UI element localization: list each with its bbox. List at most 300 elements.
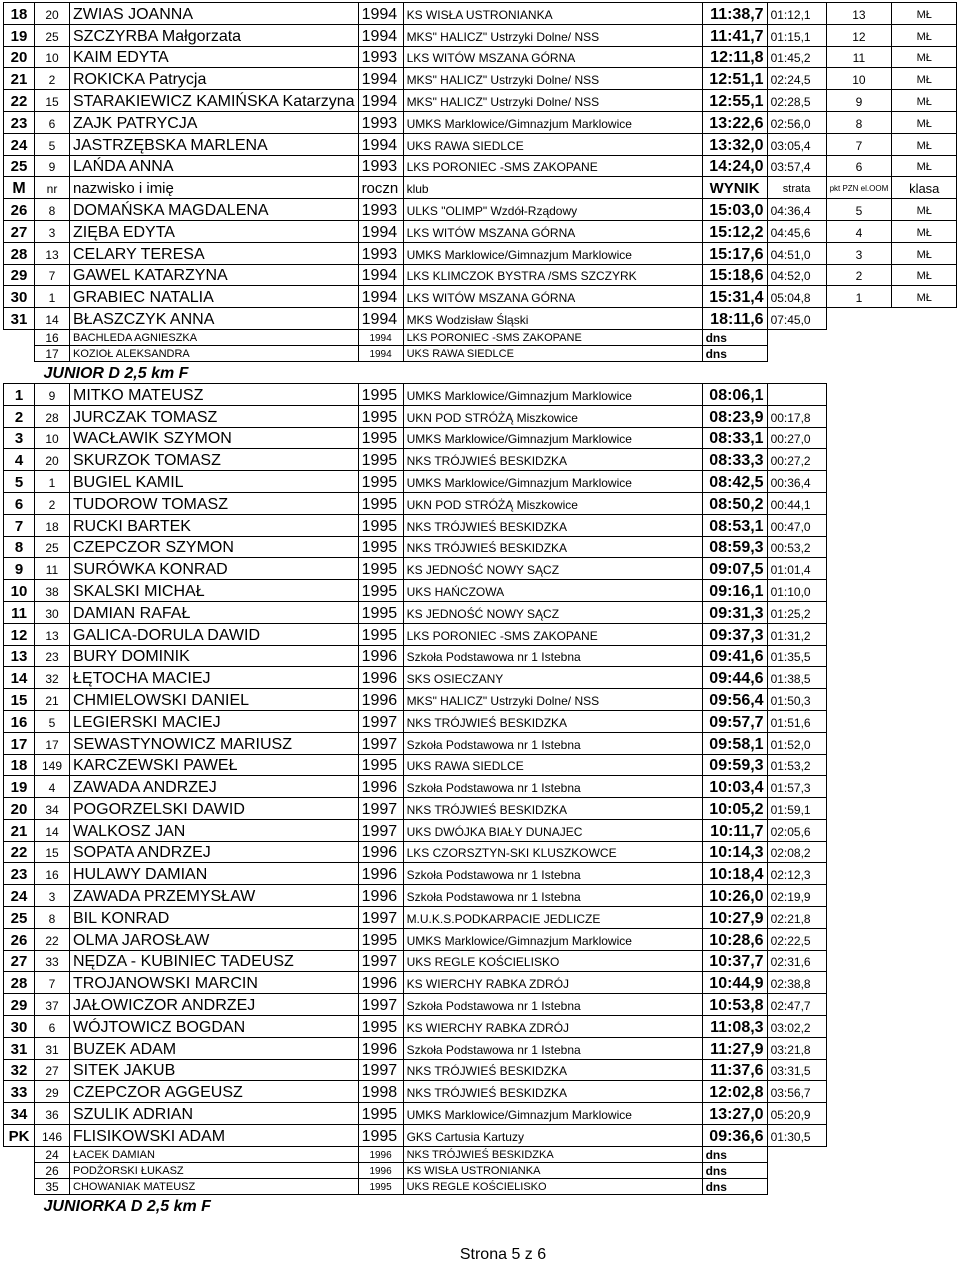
cell-points: 5 <box>826 199 892 221</box>
cell-place: 3 <box>4 427 35 449</box>
cell-place: M <box>4 177 35 199</box>
cell-gap: 01:38,5 <box>767 667 826 689</box>
cell-points <box>826 689 892 711</box>
cell-class: MŁ <box>892 264 957 286</box>
cell-year: 1994 <box>358 68 403 90</box>
cell-place: 7 <box>4 514 35 536</box>
cell-result: 08:23,9 <box>702 405 767 427</box>
cell-club: KS WISŁA USTRONIANKA <box>403 1162 702 1178</box>
cell-year: 1995 <box>358 1178 403 1194</box>
cell-class <box>892 405 957 427</box>
page-footer <box>0 1246 960 1264</box>
cell-points <box>826 427 892 449</box>
cell-gap: 02:12,3 <box>767 863 826 885</box>
cell-points <box>826 863 892 885</box>
cell-points <box>826 907 892 929</box>
cell-bib: 10 <box>35 427 70 449</box>
cell-name: PODŻORSKI ŁUKASZ <box>70 1162 359 1178</box>
cell-bib: 10 <box>35 46 70 68</box>
section-title: JUNIORKA D 2,5 km F <box>43 1197 211 1215</box>
cell-place <box>4 329 35 345</box>
cell-class <box>892 308 957 330</box>
table-row <box>4 286 957 308</box>
cell-points: 6 <box>826 155 892 177</box>
cell-club: Szkoła Podstawowa nr 1 Istebna <box>403 885 702 907</box>
cell-result: 11:41,7 <box>702 24 767 46</box>
cell-gap <box>767 383 826 405</box>
cell-name: WACŁAWIK SZYMON <box>70 427 359 449</box>
cell-place: 4 <box>4 449 35 471</box>
cell-place: 24 <box>4 133 35 155</box>
cell-bib: 22 <box>35 928 70 950</box>
cell-year: 1997 <box>358 994 403 1016</box>
cell-result: dns <box>702 345 767 361</box>
cell-points <box>826 471 892 493</box>
cell-class <box>892 972 957 994</box>
cell-year: 1995 <box>358 623 403 645</box>
cell-gap: 00:17,8 <box>767 405 826 427</box>
cell-gap: 03:57,4 <box>767 155 826 177</box>
cell-place: 1 <box>4 383 35 405</box>
cell-result: 09:58,1 <box>702 732 767 754</box>
cell-name: SZCZYRBA Małgorzata <box>70 24 359 46</box>
table-row <box>4 449 957 471</box>
cell-class <box>892 994 957 1016</box>
cell-points <box>826 885 892 907</box>
cell-points <box>826 841 892 863</box>
cell-result: 09:31,3 <box>702 601 767 623</box>
table-row <box>4 514 957 536</box>
cell-points: 1 <box>826 286 892 308</box>
cell-gap <box>767 1162 826 1178</box>
cell-place: 34 <box>4 1103 35 1125</box>
table-row <box>4 308 957 330</box>
cell-result: 11:38,7 <box>702 3 767 25</box>
cell-points: 11 <box>826 46 892 68</box>
cell-club: Szkoła Podstawowa nr 1 Istebna <box>403 732 702 754</box>
cell-place: 21 <box>4 68 35 90</box>
cell-club: NKS TRÓJWIEŚ BESKIDZKA <box>403 1059 702 1081</box>
cell-bib: 9 <box>35 383 70 405</box>
cell-bib: 13 <box>35 242 70 264</box>
cell-gap: 07:45,0 <box>767 308 826 330</box>
cell-result: 08:06,1 <box>702 383 767 405</box>
cell-name: ROKICKA Patrycja <box>70 68 359 90</box>
table-row <box>4 471 957 493</box>
table-row <box>4 1059 957 1081</box>
table-row <box>4 667 957 689</box>
cell-gap: 01:57,3 <box>767 776 826 798</box>
cell-club: UKN POD STRÓŻĄ Miszkowice <box>403 405 702 427</box>
cell-class <box>892 950 957 972</box>
cell-place <box>4 1146 35 1162</box>
table-row <box>4 68 957 90</box>
cell-place: 9 <box>4 558 35 580</box>
cell-result: 08:42,5 <box>702 471 767 493</box>
cell-points <box>826 776 892 798</box>
cell-place: 21 <box>4 819 35 841</box>
cell-bib: 7 <box>35 972 70 994</box>
table-row <box>4 427 957 449</box>
cell-club: UKS RAWA SIEDLCE <box>403 133 702 155</box>
cell-points <box>826 492 892 514</box>
cell-gap: 01:10,0 <box>767 580 826 602</box>
cell-gap: 02:22,5 <box>767 928 826 950</box>
cell-points <box>826 623 892 645</box>
cell-result: 13:32,0 <box>702 133 767 155</box>
cell-result: 10:27,9 <box>702 907 767 929</box>
cell-class <box>892 667 957 689</box>
table-row <box>4 819 957 841</box>
cell-place: 26 <box>4 199 35 221</box>
cell-gap: 00:44,1 <box>767 492 826 514</box>
cell-class: MŁ <box>892 3 957 25</box>
cell-club: NKS TRÓJWIEŚ BESKIDZKA <box>403 710 702 732</box>
cell-year: 1995 <box>358 601 403 623</box>
cell-bib: 16 <box>35 329 70 345</box>
table-row <box>4 732 957 754</box>
table-row <box>4 645 957 667</box>
cell-points <box>826 1103 892 1125</box>
table-row <box>4 155 957 177</box>
cell-points: 9 <box>826 90 892 112</box>
cell-bib: 17 <box>35 345 70 361</box>
table-row <box>4 841 957 863</box>
cell-name: RUCKI BARTEK <box>70 514 359 536</box>
cell-name: CHMIELOWSKI DANIEL <box>70 689 359 711</box>
cell-bib: 8 <box>35 907 70 929</box>
cell-year: 1994 <box>358 308 403 330</box>
cell-result: 10:18,4 <box>702 863 767 885</box>
cell-result: 10:28,6 <box>702 928 767 950</box>
cell-result: 15:31,4 <box>702 286 767 308</box>
table-row <box>4 994 957 1016</box>
cell-place: 19 <box>4 24 35 46</box>
cell-club: LKS CZORSZTYN-SKI KLUSZKOWCE <box>403 841 702 863</box>
cell-place: 2 <box>4 405 35 427</box>
cell-gap: 03:02,2 <box>767 1016 826 1038</box>
cell-class: MŁ <box>892 90 957 112</box>
cell-gap: 01:50,3 <box>767 689 826 711</box>
cell-points <box>826 536 892 558</box>
table-row <box>4 1125 957 1147</box>
dns-row <box>4 1146 957 1162</box>
cell-name: JASTRZĘBSKA MARLENA <box>70 133 359 155</box>
cell-points <box>826 329 892 345</box>
cell-name: ZIĘBA EDYTA <box>70 220 359 242</box>
cell-result: 10:37,7 <box>702 950 767 972</box>
table-row <box>4 689 957 711</box>
cell-class <box>892 514 957 536</box>
cell-year: 1995 <box>358 1125 403 1147</box>
cell-class <box>892 492 957 514</box>
cell-year: 1997 <box>358 710 403 732</box>
cell-year: 1993 <box>358 242 403 264</box>
cell-year: 1996 <box>358 667 403 689</box>
cell-bib: 37 <box>35 994 70 1016</box>
cell-club: LKS WITÓW MSZANA GÓRNA <box>403 220 702 242</box>
cell-class <box>892 885 957 907</box>
cell-result: 10:11,7 <box>702 819 767 841</box>
cell-club: MKS" HALICZ" Ustrzyki Dolne/ NSS <box>403 90 702 112</box>
cell-points <box>826 798 892 820</box>
table-row <box>4 928 957 950</box>
cell-place: 29 <box>4 994 35 1016</box>
cell-club: UMKS Marklowice/Gimnazjum Marklowice <box>403 1103 702 1125</box>
dns-row <box>4 1178 957 1194</box>
cell-class <box>892 383 957 405</box>
cell-year: 1996 <box>358 776 403 798</box>
cell-place: 15 <box>4 689 35 711</box>
cell-year: 1997 <box>358 1059 403 1081</box>
cell-place: 18 <box>4 754 35 776</box>
cell-class <box>892 863 957 885</box>
cell-place: 26 <box>4 928 35 950</box>
cell-place: 5 <box>4 471 35 493</box>
cell-club: UKS REGLE KOŚCIELISKO <box>403 950 702 972</box>
cell-class: MŁ <box>892 155 957 177</box>
cell-class <box>892 558 957 580</box>
cell-result: 10:05,2 <box>702 798 767 820</box>
cell-result: 09:16,1 <box>702 580 767 602</box>
cell-result: 13:22,6 <box>702 111 767 133</box>
cell-bib: 3 <box>35 885 70 907</box>
table-row <box>4 972 957 994</box>
cell-points <box>826 308 892 330</box>
cell-class: MŁ <box>892 286 957 308</box>
cell-bib: 28 <box>35 405 70 427</box>
cell-bib: 20 <box>35 3 70 25</box>
cell-result: 10:26,0 <box>702 885 767 907</box>
table-row <box>4 24 957 46</box>
cell-bib: 14 <box>35 819 70 841</box>
cell-result: 09:57,7 <box>702 710 767 732</box>
cell-name: nazwisko i imię <box>70 177 359 199</box>
cell-result: dns <box>702 1178 767 1194</box>
cell-class: MŁ <box>892 133 957 155</box>
cell-name: NĘDZA - KUBINIEC TADEUSZ <box>70 950 359 972</box>
cell-year: 1995 <box>358 558 403 580</box>
cell-place: 12 <box>4 623 35 645</box>
cell-club: NKS TRÓJWIEŚ BESKIDZKA <box>403 1081 702 1103</box>
table-row <box>4 90 957 112</box>
cell-bib: 1 <box>35 471 70 493</box>
cell-class <box>892 623 957 645</box>
section-heading <box>4 361 957 383</box>
cell-year: 1994 <box>358 90 403 112</box>
cell-bib: 25 <box>35 24 70 46</box>
cell-gap <box>767 1178 826 1194</box>
cell-year: 1995 <box>358 1103 403 1125</box>
cell-result: 10:44,9 <box>702 972 767 994</box>
cell-result: 12:02,8 <box>702 1081 767 1103</box>
cell-gap: 03:21,8 <box>767 1037 826 1059</box>
cell-class: klasa <box>892 177 957 199</box>
cell-gap: 02:08,2 <box>767 841 826 863</box>
cell-name: CHOWANIAK MATEUSZ <box>70 1178 359 1194</box>
cell-gap: 02:31,6 <box>767 950 826 972</box>
cell-bib: 31 <box>35 1037 70 1059</box>
cell-year: 1997 <box>358 907 403 929</box>
cell-bib: 9 <box>35 155 70 177</box>
cell-place: 28 <box>4 242 35 264</box>
cell-bib: 146 <box>35 1125 70 1147</box>
table-row <box>4 1081 957 1103</box>
cell-place: 24 <box>4 885 35 907</box>
cell-bib: 149 <box>35 754 70 776</box>
cell-place <box>4 1178 35 1194</box>
cell-year: 1993 <box>358 46 403 68</box>
cell-club: LKS WITÓW MSZANA GÓRNA <box>403 286 702 308</box>
cell-bib: 29 <box>35 1081 70 1103</box>
cell-bib: 7 <box>35 264 70 286</box>
cell-year: 1993 <box>358 199 403 221</box>
cell-class <box>892 580 957 602</box>
cell-gap: 00:27,0 <box>767 427 826 449</box>
cell-class <box>892 471 957 493</box>
cell-club: Szkoła Podstawowa nr 1 Istebna <box>403 1037 702 1059</box>
cell-points <box>826 383 892 405</box>
cell-gap: 02:21,8 <box>767 907 826 929</box>
cell-result: 11:08,3 <box>702 1016 767 1038</box>
cell-year: 1996 <box>358 1162 403 1178</box>
cell-year: 1995 <box>358 449 403 471</box>
cell-name: SEWASTYNOWICZ MARIUSZ <box>70 732 359 754</box>
cell-class: MŁ <box>892 220 957 242</box>
cell-club: UKS DWÓJKA BIAŁY DUNAJEC <box>403 819 702 841</box>
cell-bib: 33 <box>35 950 70 972</box>
cell-result: 11:27,9 <box>702 1037 767 1059</box>
cell-place: 29 <box>4 264 35 286</box>
cell-year: 1995 <box>358 754 403 776</box>
cell-class <box>892 841 957 863</box>
cell-club: UMKS Marklowice/Gimnazjum Marklowice <box>403 111 702 133</box>
cell-points: 7 <box>826 133 892 155</box>
cell-club: KS JEDNOŚĆ NOWY SĄCZ <box>403 601 702 623</box>
cell-name: SURÓWKA KONRAD <box>70 558 359 580</box>
cell-points: 13 <box>826 3 892 25</box>
table-row <box>4 46 957 68</box>
cell-points <box>826 1016 892 1038</box>
cell-year: 1996 <box>358 1146 403 1162</box>
cell-place: PK <box>4 1125 35 1147</box>
cell-year: 1996 <box>358 689 403 711</box>
cell-place: 28 <box>4 972 35 994</box>
cell-points: 2 <box>826 264 892 286</box>
cell-club: MKS" HALICZ" Ustrzyki Dolne/ NSS <box>403 689 702 711</box>
cell-class <box>892 928 957 950</box>
cell-name: TUDOROW TOMASZ <box>70 492 359 514</box>
cell-class <box>892 536 957 558</box>
cell-points <box>826 950 892 972</box>
cell-club: UMKS Marklowice/Gimnazjum Marklowice <box>403 242 702 264</box>
cell-gap: 01:12,1 <box>767 3 826 25</box>
cell-year: 1995 <box>358 536 403 558</box>
cell-club: KS WISŁA USTRONIANKA <box>403 3 702 25</box>
cell-result: 09:44,6 <box>702 667 767 689</box>
cell-result: 08:33,3 <box>702 449 767 471</box>
table-row <box>4 580 957 602</box>
cell-club: UKS REGLE KOŚCIELISKO <box>403 1178 702 1194</box>
cell-club: NKS TRÓJWIEŚ BESKIDZKA <box>403 514 702 536</box>
cell-bib: 2 <box>35 492 70 514</box>
cell-gap: 04:52,0 <box>767 264 826 286</box>
cell-club: SKS OSIECZANY <box>403 667 702 689</box>
cell-gap: 04:51,0 <box>767 242 826 264</box>
cell-points <box>826 667 892 689</box>
cell-year: 1996 <box>358 885 403 907</box>
cell-result: 08:53,1 <box>702 514 767 536</box>
cell-place: 22 <box>4 841 35 863</box>
cell-points <box>826 345 892 361</box>
cell-gap: 02:24,5 <box>767 68 826 90</box>
cell-gap: 05:20,9 <box>767 1103 826 1125</box>
cell-place: 20 <box>4 46 35 68</box>
cell-points <box>826 1162 892 1178</box>
cell-club: M.U.K.S.PODKARPACIE JEDLICZE <box>403 907 702 929</box>
cell-bib: 23 <box>35 645 70 667</box>
cell-place: 18 <box>4 3 35 25</box>
cell-year: 1995 <box>358 383 403 405</box>
page-number: Strona 5 z 6 <box>459 1246 547 1263</box>
cell-bib: 18 <box>35 514 70 536</box>
cell-club: KS JEDNOŚĆ NOWY SĄCZ <box>403 558 702 580</box>
cell-club: ULKS "OLIMP" Wzdół-Rządowy <box>403 199 702 221</box>
cell-class <box>892 1103 957 1125</box>
cell-points <box>826 1125 892 1147</box>
cell-points <box>826 1178 892 1194</box>
cell-place <box>4 345 35 361</box>
cell-gap: 01:01,4 <box>767 558 826 580</box>
dns-row <box>4 329 957 345</box>
table-row <box>4 776 957 798</box>
cell-name: KOZIOŁ ALEKSANDRA <box>70 345 359 361</box>
cell-place: 32 <box>4 1059 35 1081</box>
cell-points <box>826 558 892 580</box>
table-row <box>4 950 957 972</box>
cell-year: 1996 <box>358 1037 403 1059</box>
cell-gap: 00:36,4 <box>767 471 826 493</box>
cell-club: NKS TRÓJWIEŚ BESKIDZKA <box>403 1146 702 1162</box>
cell-bib: 6 <box>35 111 70 133</box>
table-row <box>4 601 957 623</box>
cell-name: ZAJK PATRYCJA <box>70 111 359 133</box>
table-row <box>4 264 957 286</box>
cell-bib: 15 <box>35 90 70 112</box>
cell-year: 1993 <box>358 155 403 177</box>
cell-place: 27 <box>4 950 35 972</box>
cell-bib: 8 <box>35 199 70 221</box>
cell-club: Szkoła Podstawowa nr 1 Istebna <box>403 994 702 1016</box>
cell-class <box>892 1081 957 1103</box>
cell-result: 09:36,6 <box>702 1125 767 1147</box>
cell-result: 10:03,4 <box>702 776 767 798</box>
cell-class <box>892 754 957 776</box>
cell-points: 3 <box>826 242 892 264</box>
table-row <box>4 907 957 929</box>
cell-bib: 32 <box>35 667 70 689</box>
table-row <box>4 798 957 820</box>
cell-result: 15:18,6 <box>702 264 767 286</box>
cell-place: 23 <box>4 863 35 885</box>
cell-club: UKS HAŃCZOWA <box>403 580 702 602</box>
cell-class <box>892 776 957 798</box>
section-title: JUNIOR D 2,5 km F <box>43 364 189 382</box>
cell-name: SITEK JAKUB <box>70 1059 359 1081</box>
cell-gap: 05:04,8 <box>767 286 826 308</box>
cell-points <box>826 819 892 841</box>
cell-name: CZEPCZOR AGGEUSZ <box>70 1081 359 1103</box>
